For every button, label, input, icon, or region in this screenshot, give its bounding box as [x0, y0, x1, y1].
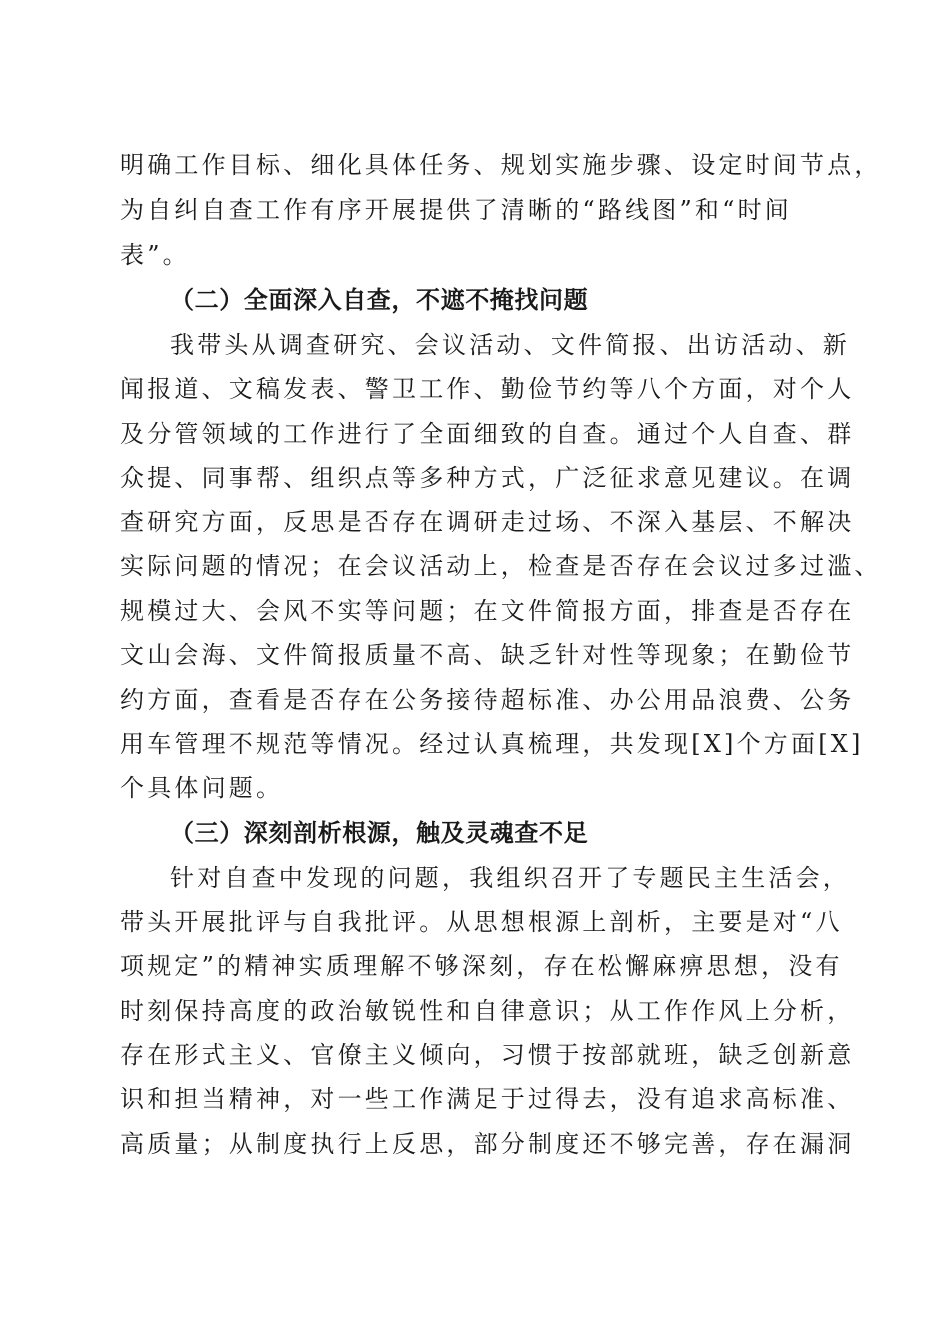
text-line: 带头开展批评与自我批评。从思想根源上剖析，主要是对“八: [120, 908, 843, 936]
paragraph-first-line: 我带头从调查研究、会议活动、文件简报、出访活动、新: [170, 331, 850, 359]
text-line: 表”。: [120, 241, 190, 269]
text-line: 闻报道、文稿发表、警卫工作、勤俭节约等八个方面，对个人: [120, 375, 855, 403]
section-heading-2: （二）全面深入自查，不遮不掩找问题: [170, 286, 589, 314]
text-line: 及分管领域的工作进行了全面细致的自查。通过个人自查、群: [120, 420, 855, 448]
text-line: 约方面，查看是否存在公务接待超标准、办公用品浪费、公务: [120, 686, 855, 714]
text-line: 为自纠自查工作有序开展提供了清晰的“路线图”和“时间: [120, 196, 793, 224]
text-line: 项规定”的精神实质理解不够深刻，存在松懈麻痹思想，没有: [120, 952, 843, 980]
text-line: 用车管理不规范等情况。经过认真梳理，共发现[X]个方面[X]: [120, 730, 864, 758]
section-heading-3: （三）深刻剖析根源，触及灵魂查不足: [170, 819, 589, 847]
paragraph-first-line: 针对自查中发现的问题，我组织召开了专题民主生活会，: [170, 864, 850, 892]
text-line: 个具体问题。: [120, 774, 284, 802]
text-line: 文山会海、文件简报质量不高、缺乏针对性等现象；在勤俭节: [120, 641, 855, 669]
text-line: 实际问题的情况；在会议活动上，检查是否存在会议过多过滥、: [120, 552, 882, 580]
text-line: 存在形式主义、官僚主义倾向，习惯于按部就班，缺乏创新意: [120, 1041, 855, 1069]
text-line: 识和担当精神，对一些工作满足于过得去，没有追求高标准、: [120, 1085, 855, 1113]
text-line: 时刻保持高度的政治敏锐性和自律意识；从工作作风上分析，: [120, 997, 855, 1025]
text-line: 规模过大、会风不实等问题；在文件简报方面，排查是否存在: [120, 597, 855, 625]
text-line: 众提、同事帮、组织点等多种方式，广泛征求意见建议。在调: [120, 464, 855, 492]
text-line: 高质量；从制度执行上反思，部分制度还不够完善，存在漏洞: [120, 1130, 855, 1158]
text-line: 明确工作目标、细化具体任务、规划实施步骤、设定时间节点，: [120, 151, 882, 179]
text-line: 查研究方面，反思是否存在调研走过场、不深入基层、不解决: [120, 508, 855, 536]
